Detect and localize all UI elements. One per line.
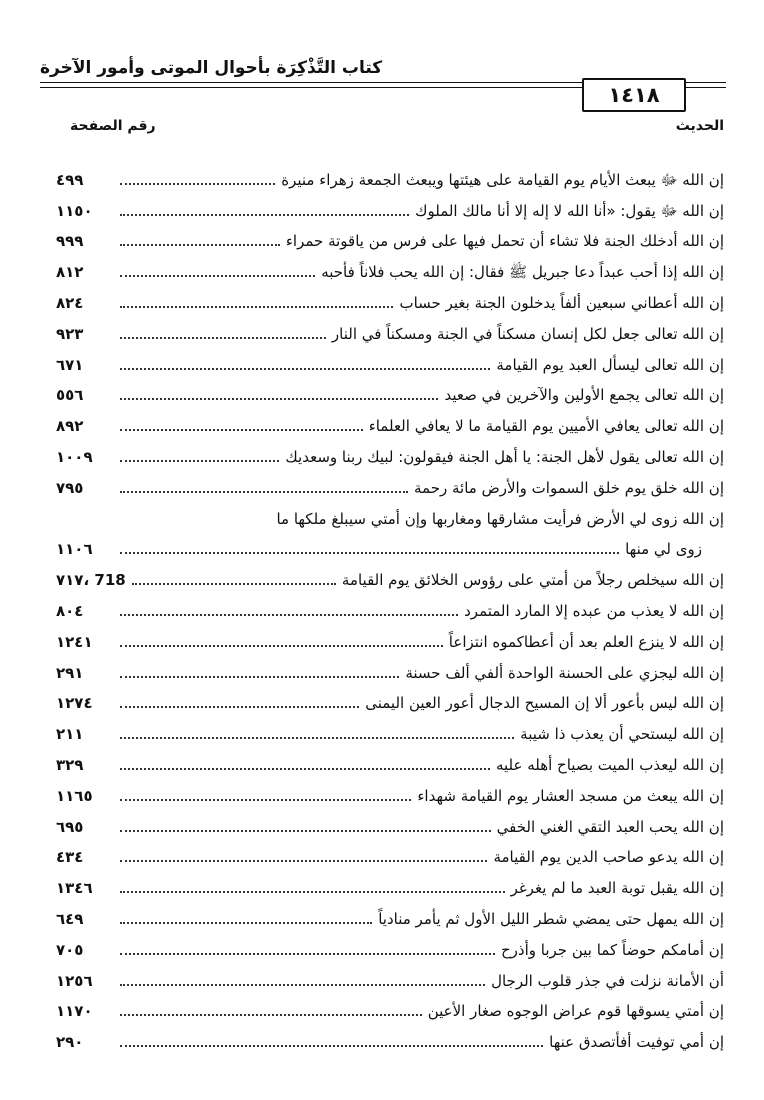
leader-dots	[132, 583, 336, 585]
hadith-text: إن الله تعالى ليسأل العبد يوم القيامة	[496, 355, 724, 374]
hadith-text: إن الله يمهل حتى يمضي شطر الليل الأول ثم يأمر منادياً	[378, 909, 724, 928]
list-item	[56, 961, 724, 992]
page-header	[40, 40, 726, 110]
leader-dots	[120, 491, 408, 493]
hadith-text: إن الله لا ينزع العلم بعد أن أعطاكموه انتزاعاً	[448, 632, 724, 651]
page-ref: ١١٠٦	[56, 540, 93, 559]
page-ref: ١٠٠٩	[56, 447, 93, 466]
list-item-multiline-continuation	[56, 530, 724, 561]
hadith-text: إن الله يحب العبد التقي الغني الخفي	[496, 817, 724, 836]
leader-dots	[120, 183, 275, 185]
leader-dots	[120, 1045, 543, 1047]
list-item	[56, 222, 724, 253]
leader-dots	[120, 799, 411, 801]
column-header-page: رقم الصفحة	[70, 118, 156, 134]
page-ref: ١١٦٥	[56, 786, 93, 805]
hadith-text: إن الله إذا أحب عبداً دعا جبريل ﷺ فقال: إن الله يحب فلاناً فأحبه	[321, 263, 724, 282]
hadith-text: إن الله أعطاني سبعين ألفاً يدخلون الجنة بغير حساب	[399, 293, 724, 312]
page-ref: ١٢٤١	[56, 632, 93, 651]
page-ref: ٢٩١	[56, 663, 84, 682]
list-item	[56, 283, 724, 314]
page-ref: ٧٠٥	[56, 940, 84, 959]
leader-dots	[120, 953, 495, 955]
leader-dots	[120, 460, 279, 462]
hadith-text: إن الله أدخلك الجنة فلا تشاء أن تحمل فيها على فرس من ياقوتة حمراء	[285, 232, 724, 251]
hadith-text: إن أمامكم حوضاً كما بين جربا وأذرح	[500, 940, 724, 959]
hadith-text: إن الله لا يعذب من عبده إلا المارد المتمرد	[464, 601, 724, 620]
page-ref: ٨٩٢	[56, 417, 84, 436]
leader-dots	[120, 214, 409, 216]
page-ref: ٢٩٠	[56, 1033, 84, 1052]
list-item	[56, 992, 724, 1023]
hadith-text: إن الله ليعذب الميت بصياح أهله عليه	[495, 755, 724, 774]
hadith-text: إن الله تعالى يعافي الأميين يوم القيامة ما لا يعافي العلماء	[368, 417, 724, 436]
page-ref: ٨٢٤	[56, 293, 84, 312]
list-item	[56, 314, 724, 345]
hadith-text: إن الله تعالى جعل لكل إنسان مسكناً في الجنة ومسكناً في النار	[331, 324, 724, 343]
list-item	[56, 252, 724, 283]
hadith-text: إن الله ﷻ يقول: «أنا الله لا إله إلا أنا مالك الملوك	[415, 201, 724, 220]
hadith-text: أن الأمانة نزلت في جذر قلوب الرجال	[491, 971, 724, 990]
hadith-text: زوى لي منها	[625, 540, 702, 559]
leader-dots	[120, 984, 485, 986]
list-item	[56, 406, 724, 437]
hadith-text: إن الله ليس بأعور ألا إن المسيح الدجال أعور العين اليمنى	[365, 694, 724, 713]
list-item	[56, 684, 724, 715]
hadith-text: إن الله تعالى يقول لأهل الجنة: يا أهل الجنة فيقولون: لبيك ربنا وسعديك	[285, 447, 724, 466]
leader-dots	[120, 275, 315, 277]
list-item	[56, 745, 724, 776]
page-ref: ٨١٢	[56, 263, 84, 282]
column-header-hadith: الحديث	[675, 118, 724, 134]
list-item	[56, 776, 724, 807]
leader-dots	[120, 830, 491, 832]
page-ref: ٤٩٩	[56, 170, 84, 189]
list-item	[56, 160, 724, 191]
list-item	[56, 591, 724, 622]
leader-dots	[120, 768, 490, 770]
leader-dots	[120, 676, 399, 678]
hadith-text: إن الله ﷻ يبعث الأيام يوم القيامة على هيئتها ويبعث الجمعة زهراء منيرة	[281, 170, 724, 189]
leader-dots	[120, 645, 443, 647]
list-item	[56, 807, 724, 838]
leader-dots	[120, 429, 363, 431]
page-ref: ١٣٤٦	[56, 879, 93, 898]
leader-dots	[120, 891, 505, 893]
leader-dots	[120, 1014, 422, 1016]
page-ref: ٩٩٩	[56, 232, 84, 251]
list-item	[56, 468, 724, 499]
list-item	[56, 714, 724, 745]
list-item-multiline-first	[56, 499, 724, 530]
page-ref: ١١٧٠	[56, 1002, 93, 1021]
book-title: كتاب التَّذْكِرَة بأحوال الموتى وأمور الآخرة	[40, 58, 383, 78]
hadith-text: إن الله سيخلص رجلاً من أمتي على رؤوس الخلائق يوم القيامة	[341, 571, 724, 590]
list-item	[56, 191, 724, 222]
page-ref: ٩٢٣	[56, 324, 84, 343]
page-ref: ٨٠٤	[56, 601, 84, 620]
leader-dots	[120, 552, 619, 554]
hadith-text: إن أمي توفيت أفأتصدق عنها	[549, 1033, 724, 1052]
page-ref: ١١٥٠	[56, 201, 93, 220]
hadith-text: إن الله ليجزي على الحسنة الواحدة ألفي ألف حسنة	[405, 663, 724, 682]
list-item	[56, 1022, 724, 1053]
leader-dots	[120, 398, 438, 400]
hadith-text: إن الله يقبل توبة العبد ما لم يغرغر	[510, 879, 724, 898]
page-number: ١٤١٨	[582, 78, 686, 112]
leader-dots	[120, 860, 487, 862]
page-ref: ٥٥٦	[56, 386, 84, 405]
page-ref: ٦٩٥	[56, 817, 84, 836]
page-ref: ٦٤٩	[56, 909, 84, 928]
list-item	[56, 437, 724, 468]
leader-dots	[120, 922, 372, 924]
hadith-text: إن الله تعالى يجمع الأولين والآخرين في صعيد	[444, 386, 724, 405]
list-item	[56, 560, 724, 591]
page-ref: ٢١١	[56, 725, 84, 744]
hadith-text: إن أمتي يسوقها قوم عراض الوجوه صغار الأعين	[427, 1002, 724, 1021]
page-ref: ٧١٧، 718	[56, 571, 126, 590]
list-item	[56, 838, 724, 869]
list-item	[56, 345, 724, 376]
leader-dots	[120, 706, 359, 708]
list-item	[56, 622, 724, 653]
leader-dots	[120, 737, 514, 739]
hadith-index-list	[56, 160, 724, 1053]
leader-dots	[120, 614, 458, 616]
hadith-text: إن الله خلق يوم خلق السموات والأرض مائة رحمة	[413, 478, 724, 497]
list-item	[56, 653, 724, 684]
leader-dots	[120, 368, 490, 370]
page-ref: ١٢٥٦	[56, 971, 93, 990]
hadith-text: إن الله زوى لي الأرض فرأيت مشارقها ومغاربها وإن أمتي سيبلغ ملكها ما	[276, 509, 724, 528]
page-ref: ٦٧١	[56, 355, 84, 374]
list-item	[56, 899, 724, 930]
page-ref: ٤٣٤	[56, 848, 84, 867]
page-ref: ٧٩٥	[56, 478, 84, 497]
leader-dots	[120, 244, 280, 246]
list-item	[56, 868, 724, 899]
hadith-text: إن الله ليستحي أن يعذب ذا شيبة	[520, 725, 724, 744]
page-ref: ١٢٧٤	[56, 694, 93, 713]
hadith-text: إن الله يبعث من مسجد العشار يوم القيامة شهداء	[417, 786, 724, 805]
hadith-text: إن الله يدعو صاحب الدين يوم القيامة	[493, 848, 724, 867]
list-item	[56, 930, 724, 961]
page-ref: ٣٢٩	[56, 755, 84, 774]
list-item	[56, 376, 724, 407]
leader-dots	[120, 306, 393, 308]
leader-dots	[120, 337, 326, 339]
